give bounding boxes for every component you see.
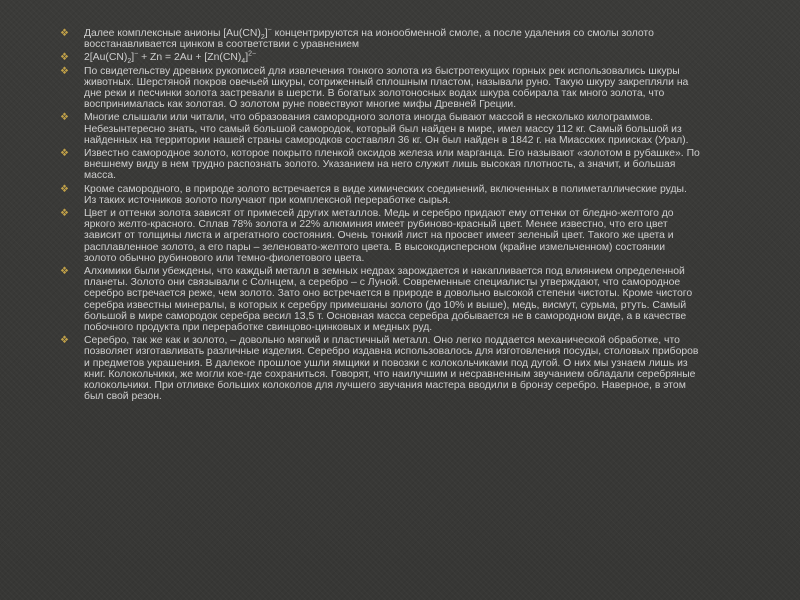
text-run: + Zn = 2Au + [Zn(CN)	[138, 52, 242, 64]
bullet-icon: ❖	[60, 208, 69, 220]
paragraph-silver-properties	[60, 335, 700, 402]
paragraph-anion-concentration	[60, 28, 700, 50]
paragraph-gold-color	[60, 208, 700, 264]
paragraph-text: Цвет и оттенки золота зависят от примесей других металлов. Медь и серебро придают ему оттенки от бледно-желтого до яркого желто-красного. Сплав 78% золота и 22% алюминия имеет рубиново-красный цвет. Менее известно, что его цвет зависит от толщины листа и агрегатного состояния. Очень тонкий лист на просвет имеет зеленый цвет. Такого же цвета и расплавленное золото, а его пары – зеленовато-желтого цвета. В высокодисперсном (крайне измельченном) состоянии золото обычно рубинового или темно-фиолетового цвета.	[84, 208, 674, 264]
paragraph-text	[84, 50, 257, 66]
bullet-icon: ❖	[60, 28, 69, 39]
bullet-icon: ❖	[60, 112, 69, 124]
bullet-icon: ❖	[60, 65, 69, 77]
paragraph-gold-in-shirt	[60, 148, 700, 182]
paragraph-compounds	[60, 184, 700, 206]
paragraph-golden-fleece	[60, 66, 700, 111]
paragraph-text: Алхимики были убеждены, что каждый металл в земных недрах зарождается и накапливается под влиянием определенной планеты. Золото они связывали с Солнцем, а серебро – с Луной. Современные специалисты утверждают, что самородное серебро встречается реже, чем золото. Зато оно встречается в природе в довольно высокой степени чистоты. Кроме чистого серебра известны минералы, в которых к серебру примешаны золото (до 10% и выше), медь, висмут, сурьма, ртуть. Самый большой в мире самородок серебра весил 13,5 т. Основная масса серебра добывается не в самородном виде, а в качестве побочного продукта при переработке свинцово-цинковых и медных руд.	[84, 266, 693, 334]
bullet-icon: ❖	[60, 183, 69, 195]
superscript: 2−	[248, 50, 257, 58]
paragraph-alchemists-silver	[60, 266, 700, 333]
superscript: −	[134, 50, 139, 58]
paragraph-text: Многие слышали или читали, что образования самородного золота иногда бывают массой в несколько килограммов. Небезынтересно знать, что самый большой самородок, который был найден в мире, имел массу 112 кг. Самый большой из найденных на территории нашей страны самородков составлял 36 кг. Он был найден в 1842 г. на Миасских приисках (Урал).	[84, 112, 689, 146]
text-run: ]	[264, 28, 268, 39]
paragraph-text: Известно самородное золото, которое покрыто пленкой оксидов железа или марганца. Его называют «золотом в рубашке». По внешнему виду в нем трудно распознать золото. Указанием на него служит лишь высокая плотность, а значит, и большая масса.	[84, 148, 700, 182]
text-run: Далее комплексные анионы [Au(CN)	[84, 28, 261, 39]
paragraph-text: Кроме самородного, в природе золото встречается в виде химических соединений, включенных в полиметаллические руды. Из таких источников золото получают при комплексной переработке сырья.	[84, 183, 687, 206]
subscript: 4	[241, 58, 246, 66]
paragraph-text	[84, 28, 654, 50]
bullet-icon: ❖	[60, 266, 69, 278]
text-body	[60, 28, 700, 405]
bullet-icon: ❖	[60, 52, 69, 64]
subscript: 2	[260, 34, 265, 42]
bullet-icon: ❖	[60, 335, 69, 347]
paragraph-nuggets	[60, 112, 700, 146]
subscript: 2	[127, 58, 132, 66]
paragraph-text: Серебро, так же как и золото, – довольно мягкий и пластичный металл. Оно легко поддается механической обработке, что позволяет изготавливать различные изделия. Серебро издавна использовалось для изготовления посуды, столовых приборов и предметов украшения. В далекое прошлое ушли ямщики и повозки с колокольчиками под дугой. О них мы узнаем лишь из книг. Колокольчики, же могли кое-где сохраниться. Говорят, что наилучшим и несравненным звучанием обладали серебряные колокольчики. При отливке больших колоколов для лучшего звучания мастера вводили в бронзу серебро. Наверное, в этом был свой резон.	[84, 335, 699, 403]
bullet-icon: ❖	[60, 148, 69, 160]
superscript: −	[267, 26, 272, 34]
paragraph-equation	[60, 50, 700, 66]
text-run: концентрируются на ионообменной смоле, а после удаления со смолы золото восстанавливается цинком в соответствии с уравнением	[84, 28, 654, 51]
text-run: 2[Au(CN)	[84, 52, 128, 64]
paragraph-text: По свидетельству древних рукописей для извлечения тонкого золота из быстротекущих горных рек использовались шкуры животных. Шерстяной покров овечьей шкуры, сотриженный сплошным пластом, называли руно. Такую шкуру закрепляли на дне реки и песчинки золота застревали в шерсти. В богатых золотоносных водах шкура собирала так много золота, что воспринималась как золотая. О золотом руне повествуют многие мифы Древней Греции.	[84, 65, 689, 111]
text-run: ]	[131, 52, 135, 64]
text-run: ]	[245, 52, 249, 64]
